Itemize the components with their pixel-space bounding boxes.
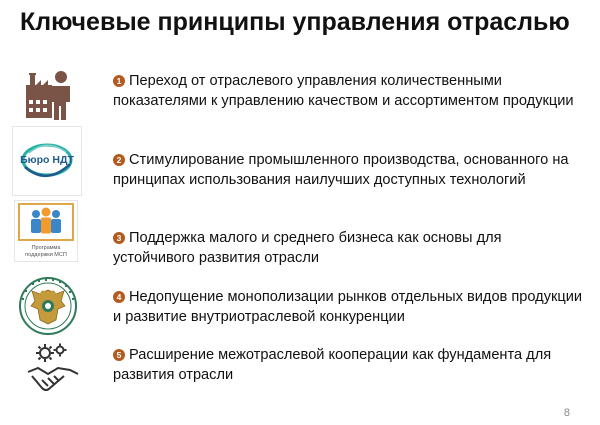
principle-text: Стимулирование промышленного производства, основанного на принципах использования наилучших доступных технологий: [113, 152, 569, 188]
principle-2: [113, 151, 583, 190]
principle-text: Переход от отраслевого управления количественными показателями к управлению качеством и ассортиментом продукции: [113, 73, 574, 109]
logo-text-line2: поддержки МСП: [25, 252, 67, 258]
number-badge: 2: [113, 154, 125, 166]
number-badge: 5: [113, 349, 125, 361]
factory-worker-icon: [24, 66, 74, 122]
principle-3: [113, 229, 583, 268]
logo-text-line1: Программа: [31, 245, 61, 251]
number-badge: 4: [113, 291, 125, 303]
principle-1: [113, 72, 583, 111]
buro-ndt-logo: [12, 126, 82, 196]
logo-text: Бюро НДТ: [20, 154, 74, 166]
handshake-gears-icon: [24, 340, 82, 396]
principle-4: [113, 288, 583, 327]
principle-text: Поддержка малого и среднего бизнеса как основы для устойчивого развития отрасли: [113, 230, 502, 266]
slide-title: Ключевые принципы управления отраслью: [20, 8, 570, 36]
page-number: 8: [563, 407, 570, 419]
fas-emblem-logo: [18, 276, 78, 336]
number-badge: 1: [113, 75, 125, 87]
principle-5: [113, 346, 583, 385]
number-badge: 3: [113, 232, 125, 244]
principle-text: Расширение межотраслевой кооперации как фундамента для развития отрасли: [113, 347, 552, 383]
sme-support-program-logo: [14, 200, 78, 262]
principle-text: Недопущение монополизации рынков отдельных видов продукции и развитие внутриотраслевой конкуренции: [113, 289, 583, 325]
